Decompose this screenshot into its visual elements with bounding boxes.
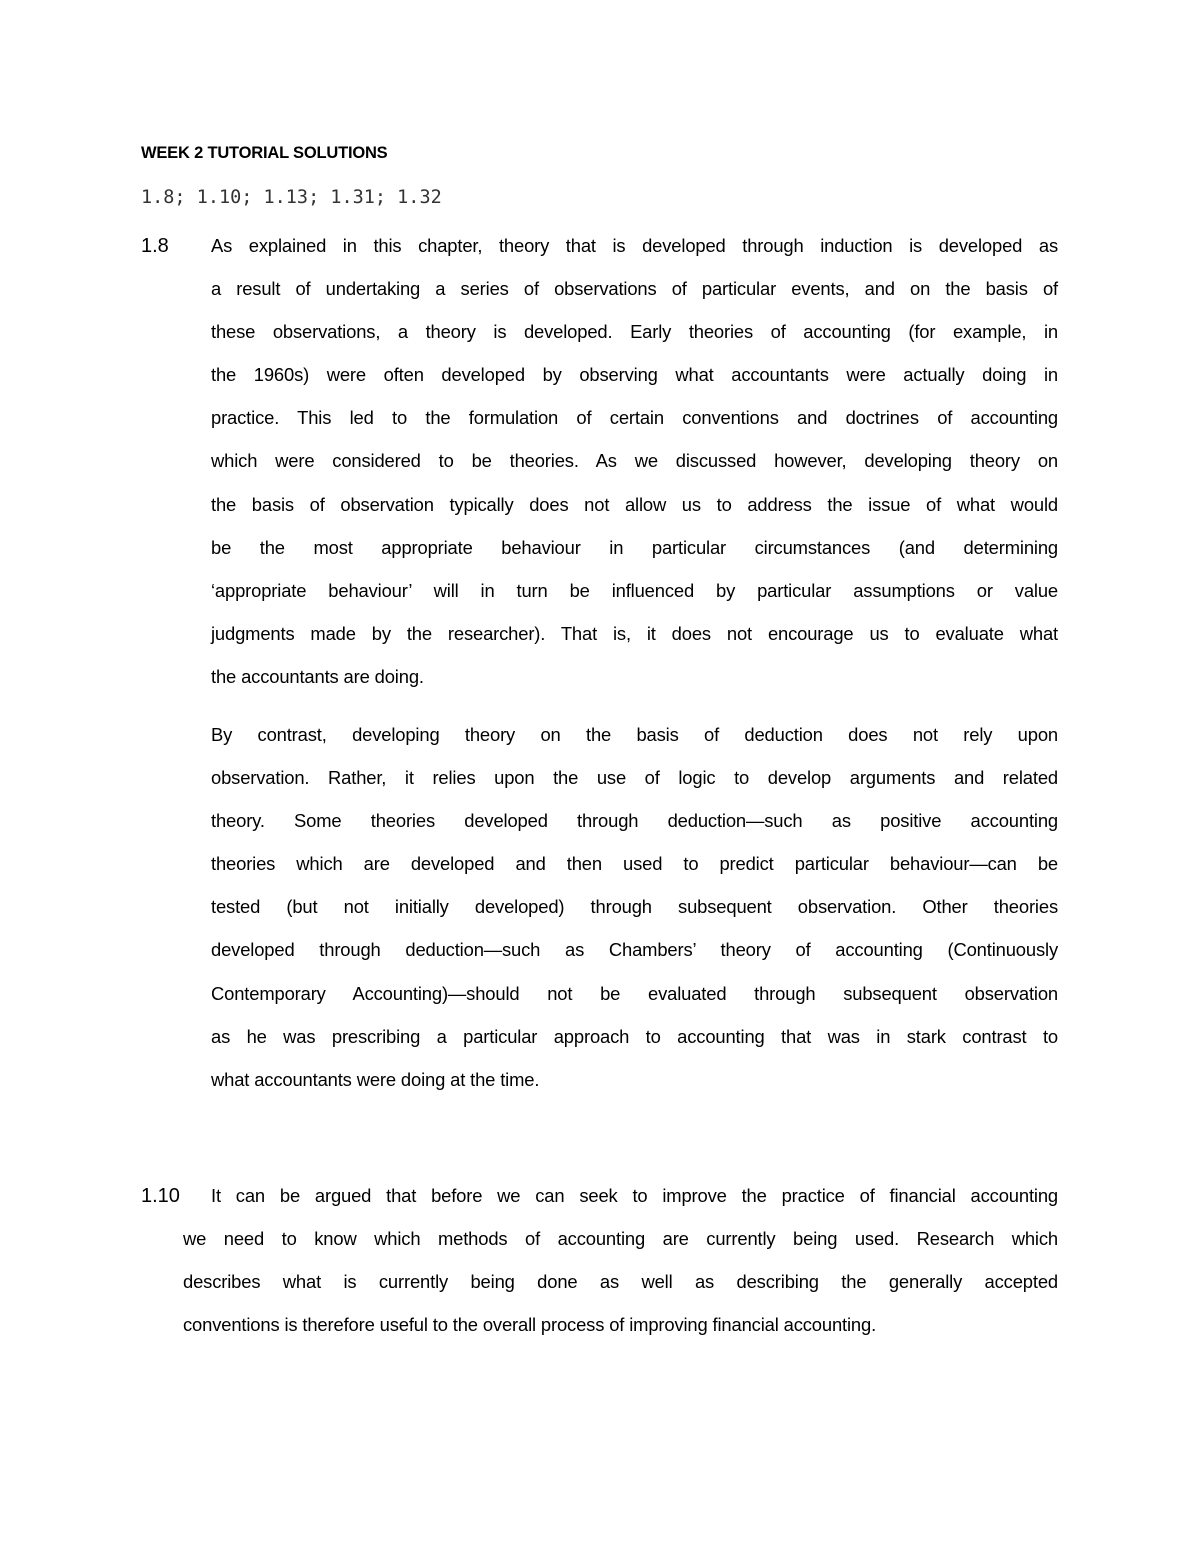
- text-line: As explained in this chapter, theory that is developed through induction is developed as: [211, 235, 1058, 256]
- text-line: By contrast, developing theory on the basis of deduction does not rely upon: [211, 724, 1058, 745]
- text-line: these observations, a theory is developed. Early theories of accounting (for example, in: [211, 321, 1058, 343]
- text-line: developed through deduction—such as Chambers’ theory of accounting (Continuously: [211, 939, 1058, 961]
- text-line: which were considered to be theories. As we discussed however, developing theory on: [211, 450, 1058, 472]
- answer-1-8-paragraph-2: [211, 713, 1058, 1101]
- text-line: It can be argued that before we can seek to improve the practice of financial accounting: [211, 1185, 1058, 1206]
- text-line: be the most appropriate behaviour in particular circumstances (and determining: [211, 536, 1058, 558]
- answer-number-1-8: 1.8: [141, 235, 169, 257]
- text-line: describes what is currently being done as well as describing the generally accepted: [183, 1271, 1058, 1293]
- text-line: conventions is therefore useful to the overall process of improving financial accounting.: [183, 1314, 877, 1336]
- text-line: we need to know which methods of accounting are currently being used. Research which: [183, 1228, 1058, 1250]
- question-references: 1.8; 1.10; 1.13; 1.31; 1.32: [141, 187, 442, 208]
- text-line: what accountants were doing at the time.: [211, 1068, 540, 1090]
- text-line: practice. This led to the formulation of certain conventions and doctrines of accounting: [211, 407, 1058, 429]
- answer-1-10-paragraph-1: [183, 1174, 1058, 1346]
- text-line: tested (but not initially developed) through subsequent observation. Other theories: [211, 896, 1058, 918]
- text-line: the basis of observation typically does not allow us to address the issue of what would: [211, 493, 1058, 515]
- text-line: Contemporary Accounting)—should not be evaluated through subsequent observation: [211, 982, 1058, 1004]
- text-line: theories which are developed and then used to predict particular behaviour—can be: [211, 853, 1058, 875]
- answer-1-8-paragraph-1: [211, 224, 1058, 698]
- document-heading: WEEK 2 TUTORIAL SOLUTIONS: [141, 144, 388, 162]
- text-line: judgments made by the researcher). That is, it does not encourage us to evaluate what: [211, 622, 1058, 644]
- text-line: as he was prescribing a particular approach to accounting that was in stark contrast to: [211, 1025, 1058, 1047]
- text-line: observation. Rather, it relies upon the use of logic to develop arguments and related: [211, 767, 1058, 789]
- text-line: the 1960s) were often developed by observing what accountants were actually doing in: [211, 364, 1058, 386]
- answer-number-1-10: 1.10: [141, 1185, 180, 1207]
- text-line: theory. Some theories developed through deduction—such as positive accounting: [211, 810, 1058, 832]
- text-line: a result of undertaking a series of observations of particular events, and on the basis of: [211, 278, 1058, 300]
- text-line: ‘appropriate behaviour’ will in turn be influenced by particular assumptions or value: [211, 579, 1058, 601]
- text-line: the accountants are doing.: [211, 665, 424, 687]
